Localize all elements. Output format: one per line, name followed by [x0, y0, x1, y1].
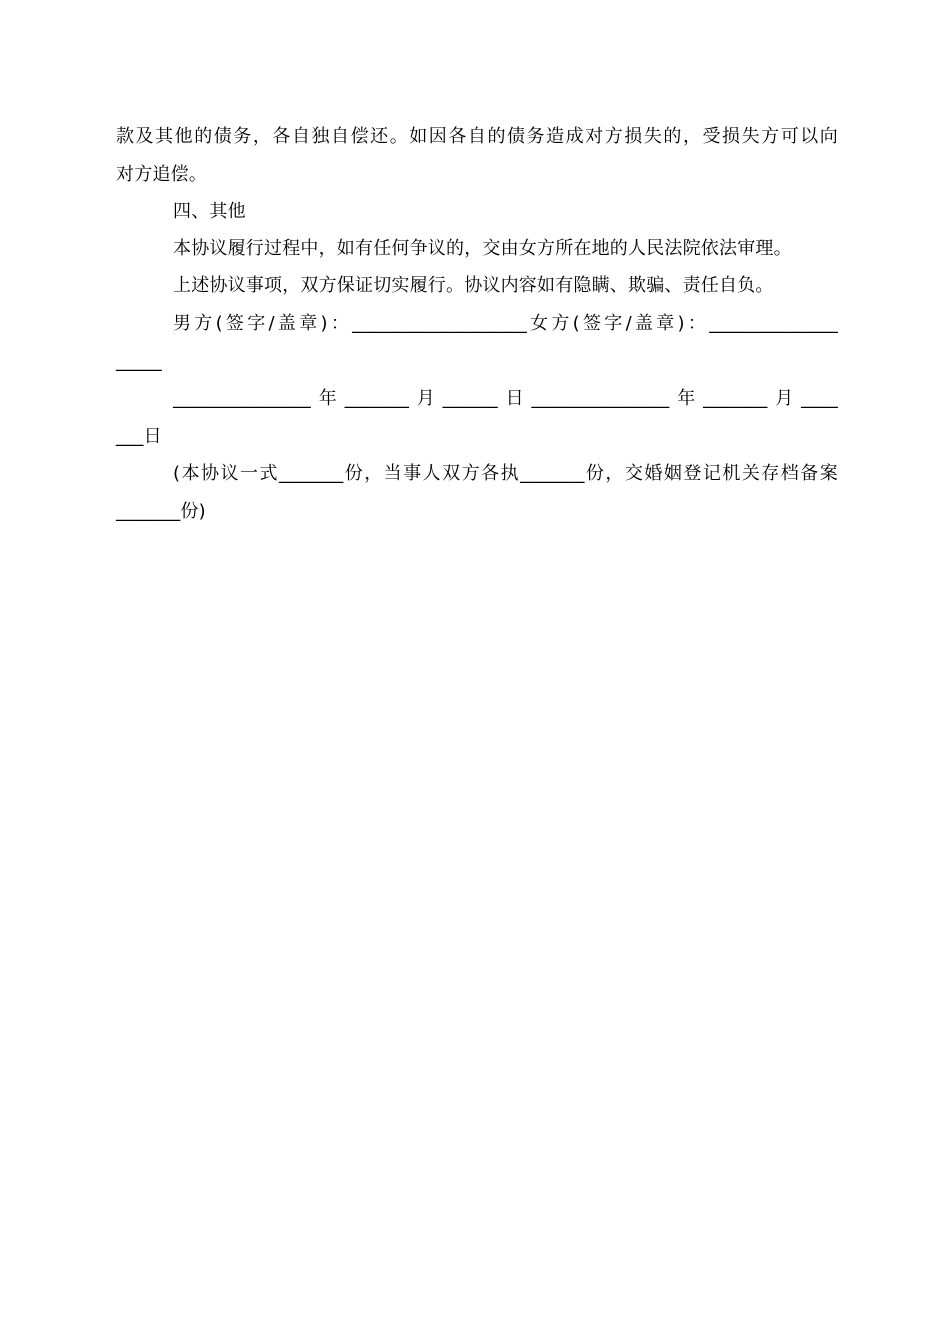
signature-line-continued: _____	[116, 351, 162, 372]
text-line: 本协议履行过程中，如有任何争议的，交由女方所在地的人民法院依法审理。	[173, 238, 792, 259]
text-line: 款及其他的债务，各自独自偿还。如因各自的债务造成对方损失的，受损失方可以向	[116, 126, 838, 147]
text-line: 对方追偿。	[116, 164, 207, 185]
date-line-continued: ___日	[116, 426, 162, 447]
signature-line: 男方(签字/盖章)：___________________女方(签字/盖章)：______________	[173, 313, 838, 334]
copies-note: (本协议一式_______份，当事人双方各执_______份，交婚姻登记机关存档备案	[173, 463, 838, 484]
text-line: 上述协议事项，双方保证切实履行。协议内容如有隐瞒、欺骗、责任自负。	[173, 275, 774, 296]
section-heading: 四、其他	[173, 201, 246, 222]
copies-note-continued: _______份)	[116, 501, 206, 522]
date-line: _______________年_______月______日_______________年_______月____	[173, 388, 838, 409]
